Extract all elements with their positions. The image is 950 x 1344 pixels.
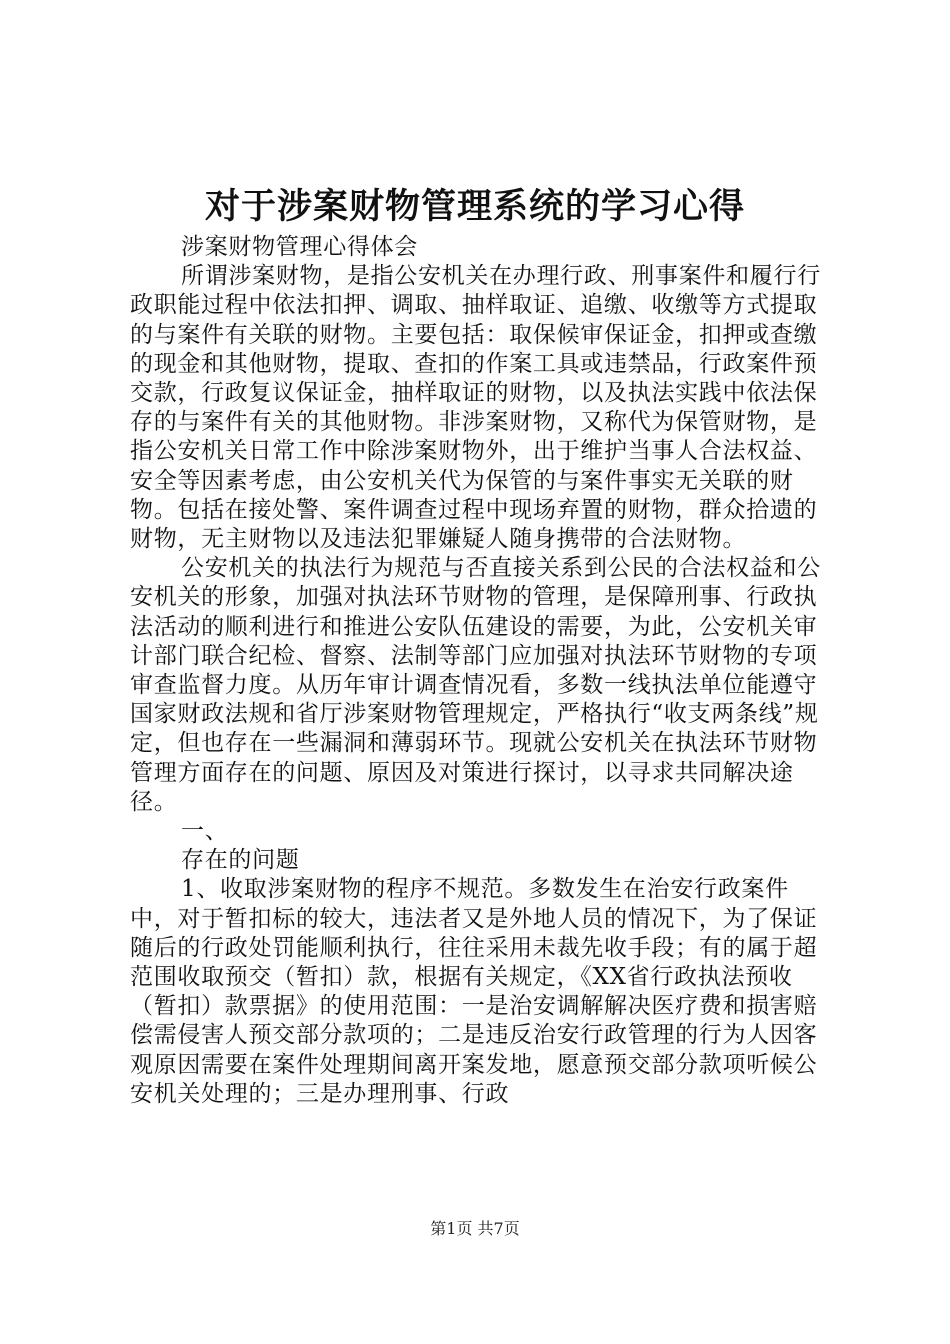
- paragraph-significance: 公安机关的执法行为规范与否直接关系到公民的合法权益和公安机关的形象，加强对执法环节财物的管理，是保障刑事、行政执法活动的顺利进行和推进公安队伍建设的需要，为此，公安机关审计部门联合纪检、督察、法制等部门应加强对执法环节财物的专项审查监督力度。从历年审计调查情况看，多数一线执法单位能遵守国家财政法规和省厅涉案财物管理规定，严格执行“收支两条线”规定，但也存在一些漏洞和薄弱环节。现就公安机关在执法环节财物管理方面存在的问题、原因及对策进行探讨，以寻求共同解决途径。: [130, 555, 821, 815]
- document-body: [130, 233, 830, 1109]
- paragraph-issue-1: 1、收取涉案财物的程序不规范。多数发生在治安行政案件中，对于暂扣标的较大，违法者又是外地人员的情况下，为了保证随后的行政处罚能顺利执行，往往采用未裁先收手段；有的属于超范围收取预交（暂扣）款，根据有关规定，《XX省行政执法预收（暂扣）款票据》的使用范围：一是治安调解解决医疗费和损害赔偿需侵害人预交部分款项的；二是违反治安行政管理的行为人因客观原因需要在案件处理期间离开案发地，愿意预交部分款项听候公安机关处理的；三是办理刑事、行政: [130, 876, 818, 1107]
- paragraph-definition: 所谓涉案财物，是指公安机关在办理行政、刑事案件和履行行政职能过程中依法扣押、调取、抽样取证、追缴、收缴等方式提取的与案件有关联的财物。主要包括：取保候审保证金，扣押或查缴的现金和其他财物，提取、查扣的作案工具或违禁品，行政案件预交款，行政复议保证金，抽样取证的财物，以及执法实践中依法保存的与案件有关的其他财物。非涉案财物，又称代为保管财物，是指公安机关日常工作中除涉案财物外，出于维护当事人合法权益、安全等因素考虑，由公安机关代为保管的与案件事实无关联的财物。包括在接处警、案件调查过程中现场弃置的财物，群众拾遗的财物，无主财物以及违法犯罪嫌疑人随身携带的合法财物。: [130, 263, 821, 553]
- section-number: 一、: [181, 818, 229, 845]
- section-heading: 存在的问题: [181, 847, 300, 874]
- paragraph-subtitle: 涉案财物管理心得体会: [181, 234, 418, 260]
- document-title: 对于涉案财物管理系统的学习心得: [204, 186, 745, 227]
- page-footer: 第1页 共7页: [430, 1219, 520, 1238]
